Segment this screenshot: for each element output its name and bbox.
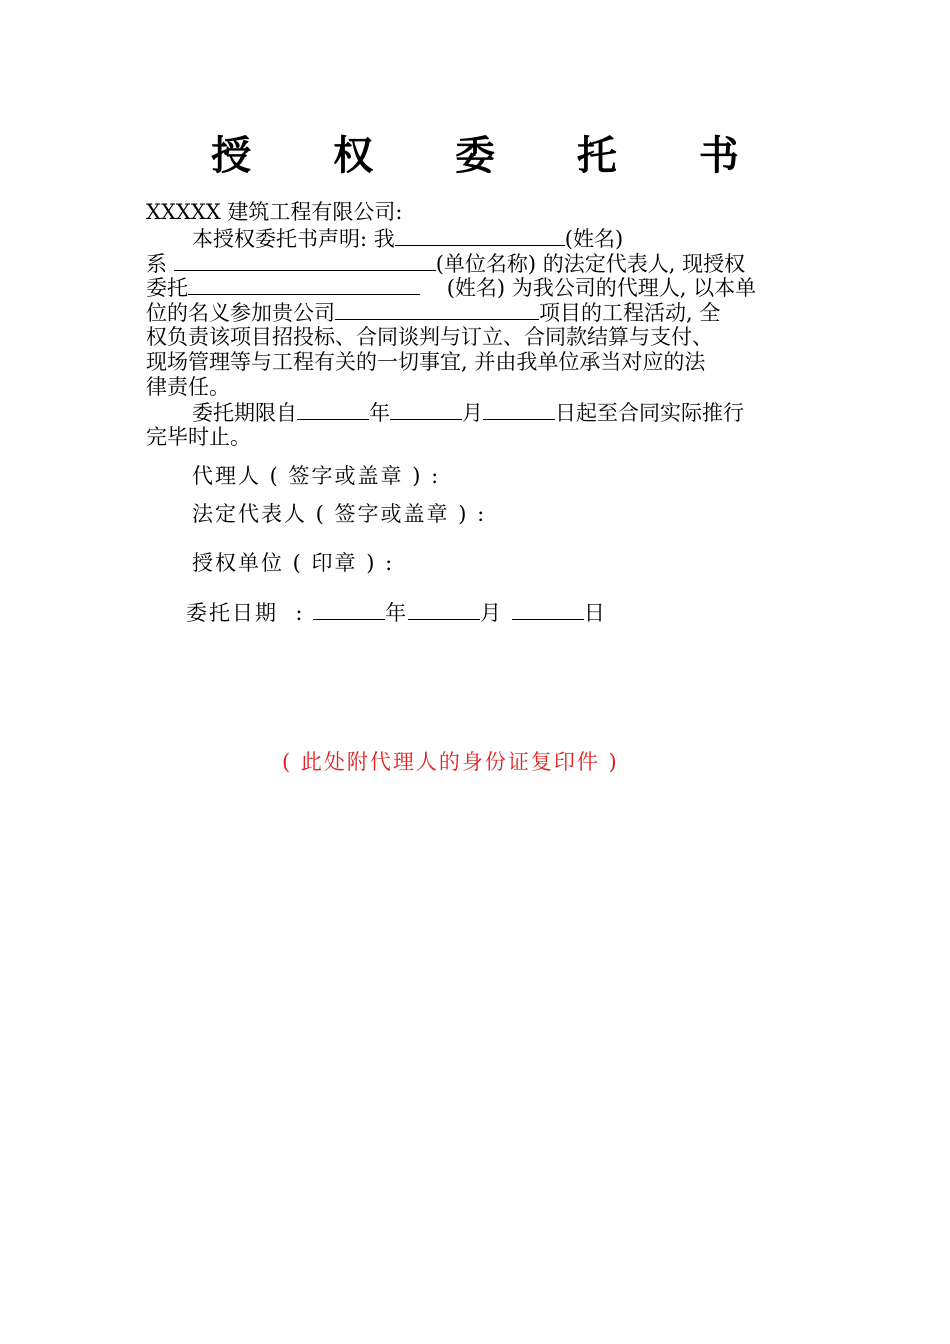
project-blank[interactable] — [335, 299, 539, 320]
body-line-7 — [146, 349, 705, 375]
date-day-blank[interactable] — [512, 599, 584, 620]
body-text: (单位名称) 的法定代表人, 现授权 — [435, 252, 746, 276]
body-line-6 — [146, 324, 713, 350]
body-line-8 — [146, 374, 230, 400]
body-text: 委托 — [146, 276, 188, 300]
id-copy-note: ( 此处附代理人的身份证复印件 ) — [282, 750, 619, 774]
body-text: 本授权委托书声明: 我 — [192, 227, 395, 251]
agent-name-blank[interactable] — [188, 274, 420, 295]
date-year-blank[interactable] — [313, 599, 385, 620]
date-label: 委托日期 : — [186, 601, 305, 625]
document-title: 授 权 委 托 书 — [211, 133, 773, 179]
body-text: 权负责该项目招投标、合同谈判与订立、合同款结算与支付、 — [146, 325, 713, 349]
year-label: 年 — [385, 601, 409, 625]
body-text: 现场管理等与工程有关的一切事宜, 并由我单位承当对应的法 — [146, 350, 706, 374]
body-text: 项目的工程活动, 全 — [539, 301, 721, 325]
body-line-9 — [192, 399, 744, 426]
authorizing-unit-seal-label: 授权单位 ( 印章 ) : — [192, 551, 395, 575]
body-line-3 — [146, 250, 745, 277]
legal-rep-signature-label: 法定代表人 ( 签字或盖章 ) : — [192, 502, 487, 526]
body-text: 年 — [369, 401, 390, 425]
body-text: (姓名) — [564, 227, 624, 251]
term-day-blank[interactable] — [483, 399, 555, 420]
month-label: 月 — [480, 601, 504, 625]
body-line-10 — [146, 424, 251, 450]
date-month-blank[interactable] — [408, 599, 480, 620]
body-text: 日起至合同实际推行 — [555, 401, 744, 425]
unit-name-blank[interactable] — [174, 250, 436, 271]
body-text: (姓名) 为我公司的代理人, 以本单 — [446, 276, 757, 300]
commission-date-line — [186, 597, 607, 627]
body-line-5 — [146, 299, 720, 326]
body-line-2 — [192, 225, 623, 252]
body-text: 位的名义参加贵公司 — [146, 301, 335, 325]
addressee-line — [146, 199, 403, 225]
agent-signature-label: 代理人 ( 签字或盖章 ) : — [192, 464, 441, 488]
body-text: 委托期限自 — [192, 401, 297, 425]
addressee: XXXXX 建筑工程有限公司: — [146, 200, 403, 224]
day-label: 日 — [583, 601, 607, 625]
term-year-blank[interactable] — [297, 399, 369, 420]
body-text: 月 — [462, 401, 483, 425]
body-text: 系 — [146, 252, 167, 276]
term-month-blank[interactable] — [390, 399, 462, 420]
name-blank[interactable] — [395, 225, 565, 246]
body-line-4 — [146, 274, 756, 301]
body-text: 律责任。 — [146, 375, 230, 399]
body-text: 完毕时止。 — [146, 425, 251, 449]
